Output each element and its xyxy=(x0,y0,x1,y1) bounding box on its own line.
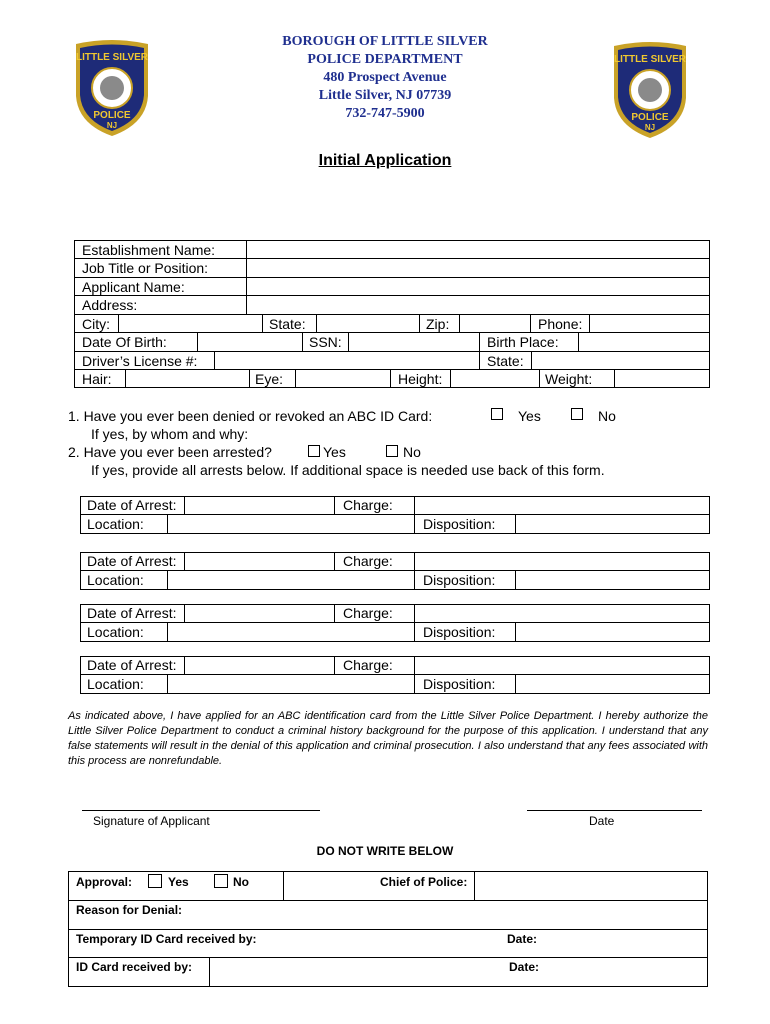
address-field[interactable] xyxy=(247,296,709,313)
applicant-name-label: Applicant Name: xyxy=(82,279,185,295)
approval-no-label: No xyxy=(233,875,249,889)
arrest-location-label: Location: xyxy=(87,676,144,692)
dob-label: Date Of Birth: xyxy=(82,334,167,350)
arrest-disposition-field[interactable] xyxy=(516,515,709,533)
reason-denial-label: Reason for Denial: xyxy=(76,903,183,917)
hair-field[interactable] xyxy=(126,370,248,387)
arrest-date-label: Date of Arrest: xyxy=(87,657,177,673)
arrest-block xyxy=(80,656,710,694)
arrest-charge-label: Charge: xyxy=(343,553,393,569)
department-header xyxy=(200,33,570,123)
license-state-label: State: xyxy=(487,353,524,369)
hair-label: Hair: xyxy=(82,371,112,387)
header-borough: BOROUGH OF LITTLE SILVER xyxy=(282,34,488,49)
state-label: State: xyxy=(269,316,306,332)
approval-label: Approval: xyxy=(76,875,133,889)
id-card-label: ID Card received by: xyxy=(76,960,193,974)
approval-yes-checkbox[interactable] xyxy=(148,874,162,888)
license-field[interactable] xyxy=(215,352,478,368)
job-title-label: Job Title or Position: xyxy=(82,260,209,276)
arrest-location-label: Location: xyxy=(87,572,144,588)
form-title: Initial Application xyxy=(318,152,452,169)
arrest-charge-field[interactable] xyxy=(415,605,709,621)
police-badge-left xyxy=(68,38,156,138)
arrest-disposition-field[interactable] xyxy=(516,675,709,693)
signature-date-field[interactable] xyxy=(527,790,702,810)
arrest-disposition-field[interactable] xyxy=(516,623,709,641)
q1-yes-checkbox[interactable] xyxy=(491,408,503,420)
license-state-field[interactable] xyxy=(532,352,709,368)
arrest-date-label: Date of Arrest: xyxy=(87,553,177,569)
arrest-charge-field[interactable] xyxy=(415,553,709,569)
police-badge-right xyxy=(606,40,694,140)
question-arrested: 2. Have you ever been arrested? xyxy=(68,444,272,460)
temp-id-date-field[interactable] xyxy=(545,930,707,956)
authorization-statement: As indicated above, I have applied for an ABC identification card from the Little Silver Police Department. I hereby authorize the Little Silver Police Department to conduct a criminal history background for the purpose of this application. I understand that any false statements will result in the denial of this application and criminal prosecution. I also understand that any fees associated with this process are nonrefundable. xyxy=(68,710,708,767)
q2-no-checkbox[interactable] xyxy=(386,445,398,457)
temp-id-date-label: Date: xyxy=(507,932,538,946)
job-title-field[interactable] xyxy=(247,259,709,276)
q1-no-label: No xyxy=(598,408,616,424)
arrest-block xyxy=(80,552,710,590)
arrest-disposition-label: Disposition: xyxy=(423,676,496,692)
signature-line xyxy=(82,810,320,811)
signature-field[interactable] xyxy=(82,790,320,810)
birth-place-label: Birth Place: xyxy=(487,334,559,350)
header-department: POLICE DEPARTMENT xyxy=(307,52,463,67)
id-card-field[interactable] xyxy=(210,958,500,986)
address-label: Address: xyxy=(82,297,138,313)
arrest-location-field[interactable] xyxy=(168,623,413,641)
arrest-date-label: Date of Arrest: xyxy=(87,605,177,621)
temp-id-field[interactable] xyxy=(270,930,500,956)
arrest-charge-label: Charge: xyxy=(343,605,393,621)
phone-label: Phone: xyxy=(538,316,583,332)
arrest-location-label: Location: xyxy=(87,624,144,640)
arrest-date-label: Date of Arrest: xyxy=(87,497,177,513)
temp-id-label: Temporary ID Card received by: xyxy=(76,932,257,946)
weight-field[interactable] xyxy=(615,370,709,387)
header-city: Little Silver, NJ 07739 xyxy=(318,88,452,103)
arrest-location-label: Location: xyxy=(87,516,144,532)
zip-field[interactable] xyxy=(460,315,529,331)
q2-yes-label: Yes xyxy=(323,444,346,460)
arrest-disposition-label: Disposition: xyxy=(423,624,496,640)
arrest-block xyxy=(80,496,710,534)
birth-place-field[interactable] xyxy=(579,333,709,350)
weight-label: Weight: xyxy=(545,371,593,387)
arrest-disposition-label: Disposition: xyxy=(423,516,496,532)
arrest-date-field[interactable] xyxy=(185,497,333,513)
q2-yes-checkbox[interactable] xyxy=(308,445,320,457)
header-street: 480 Prospect Avenue xyxy=(323,70,447,85)
applicant-name-field[interactable] xyxy=(247,278,709,295)
arrest-charge-label: Charge: xyxy=(343,497,393,513)
q2-no-label: No xyxy=(403,444,421,460)
header-phone: 732-747-5900 xyxy=(345,106,425,121)
svg-text:NJ: NJ xyxy=(106,121,118,130)
arrest-charge-field[interactable] xyxy=(415,497,709,513)
city-field[interactable] xyxy=(119,315,261,331)
signature-label: Signature of Applicant xyxy=(93,814,210,828)
q1-followup: If yes, by whom and why: xyxy=(91,426,249,442)
arrest-charge-field[interactable] xyxy=(415,657,709,673)
phone-field[interactable] xyxy=(590,315,709,331)
zip-label: Zip: xyxy=(426,316,450,332)
dob-field[interactable] xyxy=(198,333,301,350)
q2-followup: If yes, provide all arrests below. If additional space is needed use back of this form. xyxy=(91,462,605,478)
q1-yes-label: Yes xyxy=(518,408,541,424)
chief-field[interactable] xyxy=(475,872,707,899)
q1-no-checkbox[interactable] xyxy=(571,408,583,420)
svg-text:NJ: NJ xyxy=(644,123,656,132)
height-field[interactable] xyxy=(451,370,538,387)
arrest-disposition-label: Disposition: xyxy=(423,572,496,588)
eye-field[interactable] xyxy=(296,370,389,387)
arrest-date-field[interactable] xyxy=(185,553,333,569)
svg-text:POLICE: POLICE xyxy=(631,112,669,123)
ssn-field[interactable] xyxy=(349,333,478,350)
license-label: Driver’s License #: xyxy=(82,353,198,369)
city-label: City: xyxy=(82,316,110,332)
arrest-location-field[interactable] xyxy=(168,675,413,693)
signature-date-label: Date xyxy=(589,814,615,828)
reason-denial-field[interactable] xyxy=(190,901,707,928)
establishment-label: Establishment Name: xyxy=(82,242,216,258)
arrest-location-field[interactable] xyxy=(168,571,413,589)
svg-text:LITTLE SILVER: LITTLE SILVER xyxy=(613,54,687,65)
arrest-charge-label: Charge: xyxy=(343,657,393,673)
arrest-date-field[interactable] xyxy=(185,657,333,673)
approval-no-checkbox[interactable] xyxy=(214,874,228,888)
chief-label: Chief of Police: xyxy=(380,875,468,889)
date-line xyxy=(527,810,702,811)
badge-top-text: LITTLE SILVER xyxy=(75,52,149,63)
establishment-field[interactable] xyxy=(247,241,709,258)
approval-yes-label: Yes xyxy=(168,875,189,889)
arrest-block xyxy=(80,604,710,642)
arrest-location-field[interactable] xyxy=(168,515,413,533)
eye-label: Eye: xyxy=(255,371,284,387)
height-label: Height: xyxy=(398,371,443,387)
arrest-date-field[interactable] xyxy=(185,605,333,621)
ssn-label: SSN: xyxy=(309,334,342,350)
state-field[interactable] xyxy=(317,315,418,331)
id-card-date-label: Date: xyxy=(509,960,540,974)
svg-text:POLICE: POLICE xyxy=(93,110,131,121)
question-abc-denied: 1. Have you ever been denied or revoked an ABC ID Card: xyxy=(68,408,433,424)
arrest-disposition-field[interactable] xyxy=(516,571,709,589)
office-use-heading: DO NOT WRITE BELOW xyxy=(316,844,454,858)
id-card-date-field[interactable] xyxy=(547,958,707,986)
